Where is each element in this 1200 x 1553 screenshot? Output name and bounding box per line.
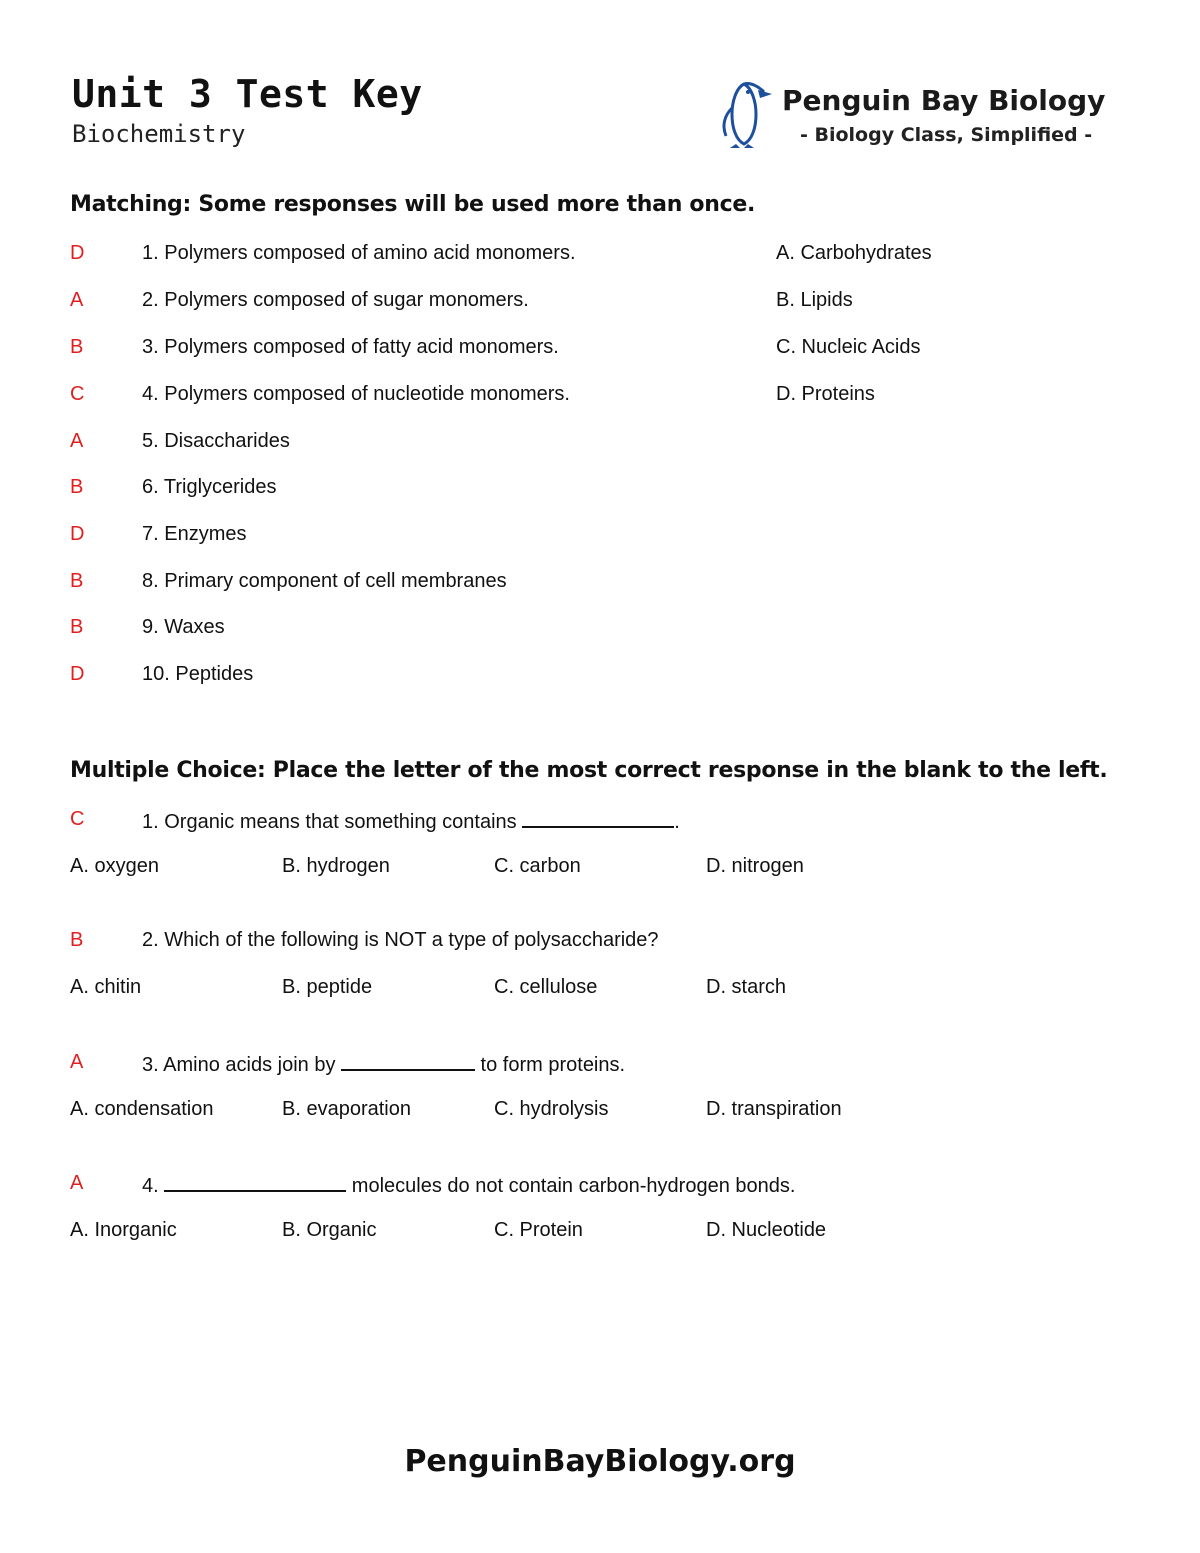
mc-question-3-blank — [341, 1051, 475, 1071]
matching-item-6: 6. Triglycerides — [142, 476, 277, 498]
matching-item-9: 9. Waxes — [142, 616, 225, 638]
matching-choice-b: B. Lipids — [776, 289, 853, 311]
mc-1-option-a: A. oxygen — [70, 855, 159, 877]
mc-4-option-c: C. Protein — [494, 1219, 583, 1241]
mc-question-4 — [142, 1172, 795, 1198]
mc-question-4-blank — [164, 1172, 346, 1192]
mc-answer-3: A — [70, 1051, 84, 1073]
multiple-choice-instructions: Multiple Choice: Place the letter of the most correct response in the blank to the left. — [70, 758, 1108, 783]
mc-question-4-tail: molecules do not contain carbon-hydrogen bonds. — [346, 1175, 796, 1197]
mc-question-1-tail: . — [674, 811, 680, 833]
mc-1-option-b: B. hydrogen — [282, 855, 390, 877]
matching-item-10: 10. Peptides — [142, 663, 254, 685]
matching-answer-7: D — [70, 523, 85, 545]
matching-item-1: 1. Polymers composed of amino acid monomers. — [142, 242, 576, 264]
matching-choice-a: A. Carbohydrates — [776, 242, 932, 264]
matching-answer-10: D — [70, 663, 85, 685]
mc-3-option-b: B. evaporation — [282, 1098, 411, 1120]
mc-question-2: 2. Which of the following is NOT a type of polysaccharide? — [142, 929, 659, 951]
matching-instructions: Matching: Some responses will be used more than once. — [70, 192, 756, 217]
matching-answer-3: B — [70, 336, 84, 358]
mc-answer-2: B — [70, 929, 84, 951]
mc-2-option-b: B. peptide — [282, 976, 373, 998]
matching-answer-2: A — [70, 289, 84, 311]
mc-2-option-c: C. cellulose — [494, 976, 598, 998]
mc-2-option-d: D. starch — [706, 976, 787, 998]
matching-answer-5: A — [70, 430, 84, 452]
matching-answer-9: B — [70, 616, 84, 638]
mc-2-option-a: A. chitin — [70, 976, 142, 998]
mc-answer-1: C — [70, 808, 85, 830]
mc-4-option-a: A. Inorganic — [70, 1219, 177, 1241]
mc-3-option-a: A. condensation — [70, 1098, 214, 1120]
mc-question-4-text: 4. — [142, 1175, 165, 1197]
matching-choice-d: D. Proteins — [776, 383, 875, 405]
mc-question-3-tail: to form proteins. — [475, 1054, 626, 1076]
mc-question-1-text: 1. Organic means that something contains — [142, 811, 523, 833]
matching-item-4: 4. Polymers composed of nucleotide monomers. — [142, 383, 570, 405]
mc-1-option-d: D. nitrogen — [706, 855, 804, 877]
matching-choice-c: C. Nucleic Acids — [776, 336, 921, 358]
brand-name: Penguin Bay Biology — [782, 84, 1106, 117]
mc-question-1-blank — [522, 808, 674, 828]
page-title: Unit 3 Test Key — [72, 72, 423, 116]
matching-answer-1: D — [70, 242, 85, 264]
mc-question-3 — [142, 1051, 625, 1077]
matching-item-8: 8. Primary component of cell membranes — [142, 570, 507, 592]
matching-item-2: 2. Polymers composed of sugar monomers. — [142, 289, 529, 311]
matching-item-3: 3. Polymers composed of fatty acid monomers. — [142, 336, 559, 358]
mc-4-option-d: D. Nucleotide — [706, 1219, 827, 1241]
mc-3-option-c: C. hydrolysis — [494, 1098, 609, 1120]
mc-3-option-d: D. transpiration — [706, 1098, 842, 1120]
matching-answer-6: B — [70, 476, 84, 498]
mc-question-3-text: 3. Amino acids join by — [142, 1054, 341, 1076]
brand-tagline: - Biology Class, Simplified - — [800, 124, 1093, 146]
matching-answer-8: B — [70, 570, 84, 592]
mc-1-option-c: C. carbon — [494, 855, 581, 877]
page-subtitle: Biochemistry — [72, 120, 246, 148]
penguin-logo-icon — [718, 78, 776, 150]
footer-url: PenguinBayBiology.org — [404, 1444, 796, 1479]
mc-4-option-b: B. Organic — [282, 1219, 377, 1241]
matching-item-5: 5. Disaccharides — [142, 430, 290, 452]
matching-item-7: 7. Enzymes — [142, 523, 247, 545]
matching-answer-4: C — [70, 383, 85, 405]
mc-question-1 — [142, 808, 680, 834]
mc-answer-4: A — [70, 1172, 84, 1194]
